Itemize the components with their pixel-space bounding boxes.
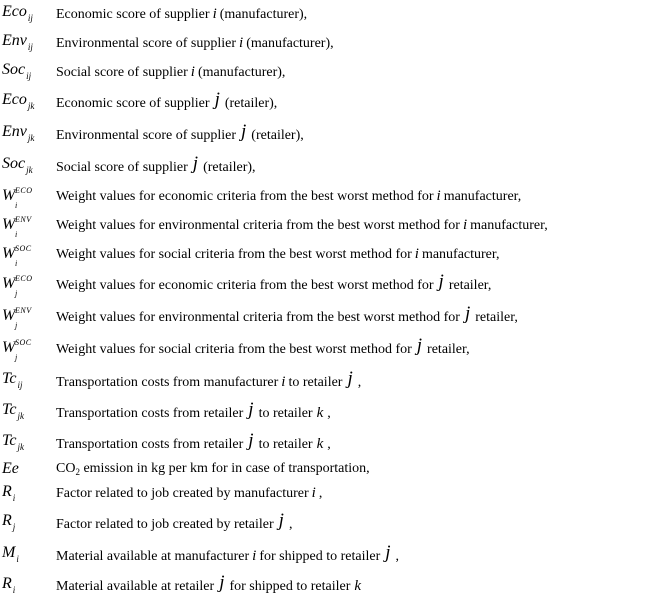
symbol-base: R bbox=[2, 575, 12, 592]
definition-text bbox=[56, 572, 365, 595]
symbol-base: W bbox=[2, 187, 16, 204]
index-var: i bbox=[190, 64, 195, 80]
desc-part: Weight values for economic criteria from the best worst method for bbox=[56, 189, 434, 204]
desc-part: Weight values for environmental criteria from the best worst method for bbox=[56, 218, 460, 233]
symbol bbox=[2, 513, 15, 530]
desc-part: Social score of supplier bbox=[56, 65, 188, 80]
symbol bbox=[2, 433, 24, 450]
definition-text bbox=[56, 246, 500, 263]
desc-part: for shipped to retailer bbox=[229, 579, 351, 594]
symbol bbox=[2, 484, 15, 501]
symbol-base: R bbox=[2, 512, 12, 529]
symbol bbox=[2, 274, 52, 300]
index-var: j bbox=[278, 510, 284, 531]
desc-part: for shipped to retailer bbox=[259, 549, 381, 564]
symbol-base: W bbox=[2, 245, 16, 262]
symbol-subscript: ij bbox=[27, 13, 33, 23]
index-var: i bbox=[212, 6, 217, 22]
definition-text bbox=[56, 303, 518, 326]
symbol-subscript: j bbox=[15, 321, 18, 330]
symbol-base: Eco bbox=[2, 91, 27, 108]
definition-text bbox=[56, 510, 293, 533]
index-var: i bbox=[252, 548, 257, 564]
index-var: k bbox=[316, 436, 324, 452]
desc-part: to retailer bbox=[258, 437, 313, 452]
symbol-subscript: jk bbox=[27, 101, 35, 111]
symbol-superscript: ECO bbox=[15, 186, 33, 195]
definition-text bbox=[56, 89, 278, 112]
desc-part: (retailer), bbox=[224, 96, 278, 111]
symbol-subscript: jk bbox=[17, 442, 25, 452]
index-var: k bbox=[316, 405, 324, 421]
symbol-superscript: ENV bbox=[15, 215, 32, 224]
definition-text bbox=[56, 461, 370, 477]
definition-text bbox=[56, 217, 548, 234]
symbol-subscript: jk bbox=[17, 411, 25, 421]
symbol bbox=[2, 306, 52, 332]
symbol-subscript: ij bbox=[17, 380, 23, 390]
symbol-base: Env bbox=[2, 32, 27, 49]
definition-text bbox=[56, 153, 256, 176]
definition-text bbox=[56, 430, 331, 453]
symbol-base: W bbox=[2, 339, 16, 356]
symbol-subscript: i bbox=[16, 554, 19, 564]
definition-text bbox=[56, 271, 492, 294]
definition-text bbox=[56, 64, 285, 81]
definition-text bbox=[56, 6, 307, 23]
symbol-base: Soc bbox=[2, 61, 26, 78]
index-var: j bbox=[438, 271, 444, 292]
definition-text bbox=[56, 188, 521, 205]
desc-part: Material available at manufacturer bbox=[56, 549, 250, 564]
desc-part: Factor related to job created by retailer bbox=[56, 517, 274, 532]
desc-part: (manufacturer), bbox=[246, 36, 334, 51]
symbol-superscript: ENV bbox=[15, 306, 32, 315]
definition-text bbox=[56, 368, 362, 391]
symbol-subscript: j bbox=[15, 353, 18, 362]
symbol bbox=[2, 186, 52, 212]
index-var: j bbox=[248, 399, 254, 420]
desc-part: (retailer), bbox=[203, 160, 256, 175]
index-var: j bbox=[192, 153, 199, 174]
desc-part: Weight values for economic criteria from the best worst method for bbox=[56, 278, 434, 293]
desc-part: Social score of supplier bbox=[56, 160, 188, 175]
desc-part: , bbox=[357, 375, 362, 390]
symbol-base: R bbox=[2, 483, 12, 500]
symbol-subscript: jk bbox=[27, 133, 35, 143]
symbol bbox=[2, 62, 31, 79]
index-var: j bbox=[219, 572, 225, 593]
symbol-subscript: j bbox=[12, 522, 16, 532]
desc-part: CO bbox=[56, 461, 76, 476]
symbol bbox=[2, 4, 33, 21]
symbol bbox=[2, 461, 19, 477]
desc-part: Transportation costs from retailer bbox=[56, 437, 244, 452]
index-var: j bbox=[214, 89, 220, 110]
desc-part: , bbox=[327, 406, 331, 421]
index-var: i bbox=[414, 246, 419, 262]
desc-part: Weight values for environmental criteria from the best worst method for bbox=[56, 310, 460, 325]
symbol-subscript: j bbox=[15, 289, 18, 298]
index-var: j bbox=[464, 303, 471, 324]
desc-part: , bbox=[327, 437, 331, 452]
symbol bbox=[2, 92, 34, 109]
symbol bbox=[2, 156, 33, 173]
symbol-subscript: i bbox=[15, 201, 18, 210]
symbol-base: W bbox=[2, 275, 16, 292]
symbol-base: Eco bbox=[2, 3, 27, 20]
definition-text bbox=[56, 542, 400, 565]
definition-text bbox=[56, 335, 470, 358]
desc-part: retailer, bbox=[448, 278, 492, 293]
symbol-base: M bbox=[2, 544, 16, 561]
symbol-base: Tc bbox=[2, 401, 17, 418]
desc-part: , bbox=[318, 486, 323, 501]
desc-part: Weight values for social criteria from the best worst method for bbox=[56, 342, 412, 357]
desc-part: (manufacturer), bbox=[197, 65, 286, 80]
desc-part: manufacturer, bbox=[470, 218, 548, 233]
index-var: j bbox=[347, 368, 353, 389]
index-var: i bbox=[436, 188, 441, 204]
index-var: i bbox=[239, 35, 244, 51]
symbol-subscript: i bbox=[15, 230, 18, 239]
desc-part: to retailer bbox=[258, 406, 313, 421]
desc-part: Environmental score of supplier bbox=[56, 128, 237, 143]
symbol-subscript: i bbox=[15, 259, 18, 268]
desc-part: manufacturer, bbox=[443, 189, 522, 204]
desc-part: Environmental score of supplier bbox=[56, 36, 237, 51]
desc-part: retailer, bbox=[427, 342, 470, 357]
symbol bbox=[2, 244, 52, 270]
index-var: i bbox=[311, 485, 316, 501]
symbol-superscript: SOC bbox=[15, 338, 32, 347]
symbol bbox=[2, 545, 19, 562]
symbol-base: W bbox=[2, 216, 16, 233]
desc-part: Material available at retailer bbox=[56, 579, 215, 594]
symbol-subscript: jk bbox=[26, 165, 33, 175]
symbol bbox=[2, 33, 33, 50]
symbol-base: Tc bbox=[2, 370, 17, 387]
index-var: j bbox=[385, 542, 391, 563]
desc-part: Economic score of supplier bbox=[56, 7, 210, 22]
index-var: j bbox=[241, 121, 247, 142]
symbol-subscript: i bbox=[12, 585, 16, 595]
index-var: i bbox=[462, 217, 468, 233]
symbol bbox=[2, 576, 15, 593]
desc-part: Factor related to job created by manufacturer bbox=[56, 486, 309, 501]
index-var: j bbox=[416, 335, 423, 356]
desc-part: Transportation costs from manufacturer bbox=[56, 375, 279, 390]
index-var: j bbox=[248, 430, 254, 451]
desc-part: retailer, bbox=[475, 310, 518, 325]
desc-part: Transportation costs from retailer bbox=[56, 406, 244, 421]
definition-text bbox=[56, 399, 331, 422]
symbol bbox=[2, 338, 52, 364]
definition-text bbox=[56, 35, 334, 52]
desc-part: , bbox=[395, 549, 400, 564]
symbol-subscript: ij bbox=[26, 71, 32, 81]
symbol-base: Ee bbox=[2, 460, 19, 477]
definition-text bbox=[56, 121, 304, 144]
co2-subscript: 2 bbox=[75, 467, 80, 477]
desc-part: Economic score of supplier bbox=[56, 96, 210, 111]
index-var: k bbox=[354, 578, 362, 594]
desc-part: emission in kg per km for in case of transportation, bbox=[83, 461, 370, 476]
symbol-base: Tc bbox=[2, 432, 17, 449]
symbol-base: W bbox=[2, 307, 16, 324]
desc-part: to retailer bbox=[288, 375, 343, 390]
symbol bbox=[2, 402, 24, 419]
definition-text bbox=[56, 485, 322, 502]
desc-part: , bbox=[288, 517, 293, 532]
symbol-subscript: ij bbox=[27, 42, 33, 52]
symbol-superscript: ECO bbox=[15, 274, 33, 283]
index-var: i bbox=[281, 374, 286, 390]
desc-part: (retailer), bbox=[251, 128, 304, 143]
symbol-base: Soc bbox=[2, 155, 26, 172]
desc-part: Weight values for social criteria from the best worst method for bbox=[56, 247, 412, 262]
symbol-subscript: i bbox=[12, 493, 16, 503]
symbol-superscript: SOC bbox=[15, 244, 32, 253]
symbol bbox=[2, 124, 34, 141]
desc-part: manufacturer, bbox=[421, 247, 500, 262]
symbol bbox=[2, 215, 52, 241]
desc-part: (manufacturer), bbox=[219, 7, 308, 22]
symbol-base: Env bbox=[2, 123, 27, 140]
symbol bbox=[2, 371, 23, 388]
